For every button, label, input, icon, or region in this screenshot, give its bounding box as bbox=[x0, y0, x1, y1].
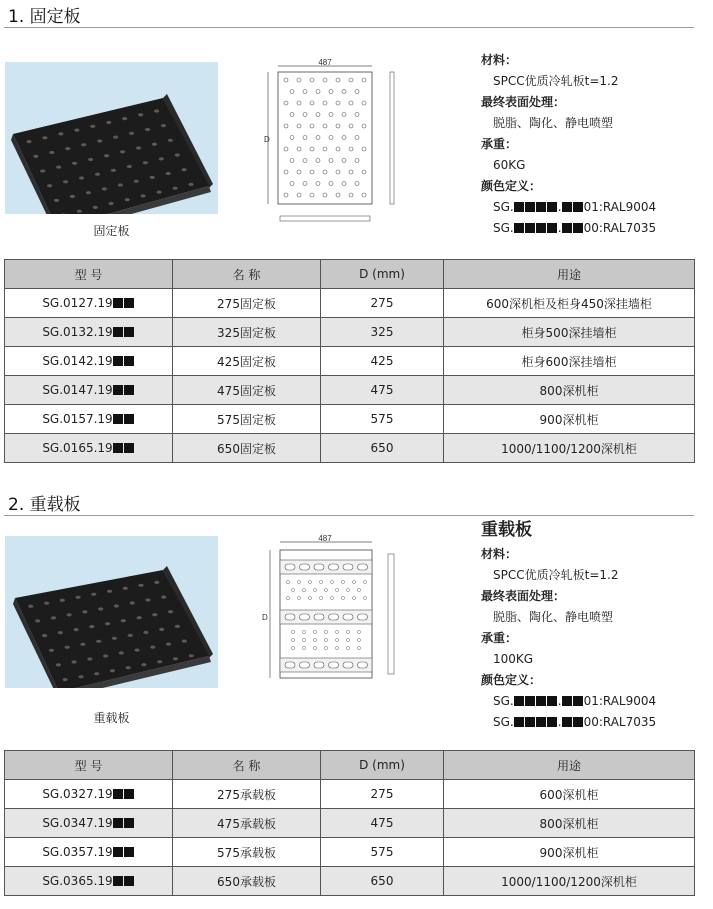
perforation-hole bbox=[60, 599, 65, 602]
depth-cell: 275 bbox=[321, 780, 444, 809]
finish-value: 脱脂、陶化、静电喷塑 bbox=[493, 610, 614, 624]
name-cell: 575固定板 bbox=[173, 405, 321, 434]
perforation-hole bbox=[86, 191, 91, 194]
perforation-hole bbox=[138, 584, 143, 587]
perforation-hole bbox=[70, 195, 75, 198]
drawing-slot bbox=[300, 564, 310, 570]
perforation-hole bbox=[189, 654, 194, 657]
depth-cell: 325 bbox=[321, 318, 444, 347]
perforation-hole bbox=[44, 602, 49, 605]
perforation-hole bbox=[141, 194, 146, 197]
perforation-hole bbox=[129, 132, 134, 135]
drawing-width-label: 487 bbox=[318, 534, 332, 543]
perforation-hole bbox=[130, 601, 135, 604]
perforation-hole bbox=[54, 199, 59, 202]
model-cell: SG.0142.19 bbox=[5, 347, 173, 376]
perforation-hole bbox=[141, 663, 146, 666]
perforation-hole bbox=[67, 613, 72, 616]
perforation-hole bbox=[173, 657, 178, 660]
model-cell: SG.0365.19 bbox=[5, 867, 173, 896]
perforation-hole bbox=[120, 150, 125, 153]
material-value: SPCC优质冷轧板t=1.2 bbox=[493, 568, 619, 582]
perforation-hole bbox=[152, 613, 157, 616]
perforation-hole bbox=[138, 113, 143, 116]
perforation-hole bbox=[182, 640, 187, 643]
perforation-hole bbox=[119, 651, 124, 654]
perforation-hole bbox=[125, 198, 130, 201]
perforation-hole bbox=[175, 625, 180, 628]
name-cell: 275固定板 bbox=[173, 289, 321, 318]
fixed-shelf-drawing bbox=[258, 58, 408, 232]
table-header-row bbox=[5, 260, 695, 289]
perforation-hole bbox=[72, 660, 77, 663]
header-use: 用途 bbox=[444, 260, 695, 289]
drawing-slot bbox=[343, 614, 353, 620]
perforation-hole bbox=[109, 202, 114, 205]
perforation-hole bbox=[143, 631, 148, 634]
use-cell: 800深机柜 bbox=[444, 376, 695, 405]
perforation-hole bbox=[98, 607, 103, 610]
drawing-slot bbox=[300, 662, 310, 668]
table-row bbox=[5, 347, 695, 376]
perforation-hole bbox=[154, 581, 159, 584]
perforation-hole bbox=[58, 631, 63, 634]
perforation-hole bbox=[157, 191, 162, 194]
model-cell: SG.0327.19 bbox=[5, 780, 173, 809]
drawing-slot bbox=[314, 564, 324, 570]
drawing-slot bbox=[358, 564, 368, 570]
perforation-hole bbox=[161, 596, 166, 599]
heavy-shelf-drawing-svg bbox=[258, 534, 408, 709]
perforation-hole bbox=[118, 183, 123, 186]
material-value: SPCC优质冷轧板t=1.2 bbox=[493, 74, 619, 88]
perforation-hole bbox=[145, 128, 150, 131]
perforation-hole bbox=[42, 634, 47, 637]
perforation-hole bbox=[90, 125, 95, 128]
header-model: 型 号 bbox=[5, 751, 173, 780]
use-cell: 900深机柜 bbox=[444, 405, 695, 434]
load-label: 承重： bbox=[481, 137, 518, 151]
finish-label: 最终表面处理： bbox=[481, 95, 566, 109]
perforation-hole bbox=[88, 158, 93, 161]
drawing-slot bbox=[314, 662, 324, 668]
header-model: 型 号 bbox=[5, 260, 173, 289]
heavy-shelf-heading: 重载板 bbox=[481, 520, 532, 540]
perforation-hole bbox=[128, 634, 133, 637]
name-cell: 325固定板 bbox=[173, 318, 321, 347]
use-cell: 900深机柜 bbox=[444, 838, 695, 867]
drawing-slot bbox=[285, 564, 295, 570]
perforation-hole bbox=[72, 162, 77, 165]
fixed-shelf-table bbox=[4, 259, 695, 463]
perforation-hole bbox=[110, 669, 115, 672]
perforation-hole bbox=[95, 173, 100, 176]
drawing-slot bbox=[358, 614, 368, 620]
depth-cell: 650 bbox=[321, 867, 444, 896]
perforation-hole bbox=[74, 628, 79, 631]
perforation-hole bbox=[104, 154, 109, 157]
perforation-hole bbox=[77, 210, 82, 213]
perforation-hole bbox=[40, 169, 45, 172]
perforation-hole bbox=[112, 637, 117, 640]
table-row bbox=[5, 405, 695, 434]
load-value: 100KG bbox=[493, 652, 534, 666]
perforation-hole bbox=[134, 180, 139, 183]
drawing-depth-label: D bbox=[262, 613, 268, 622]
drawing-slot bbox=[285, 614, 295, 620]
perforation-hole bbox=[136, 146, 141, 149]
header-depth: D (mm) bbox=[321, 751, 444, 780]
table-row bbox=[5, 867, 695, 896]
table-row bbox=[5, 838, 695, 867]
perforation-hole bbox=[106, 121, 111, 124]
drawing-slot bbox=[329, 564, 339, 570]
name-cell: 475固定板 bbox=[173, 376, 321, 405]
heavy-shelf-specs bbox=[481, 516, 656, 733]
header-name: 名 称 bbox=[173, 751, 321, 780]
use-cell: 柜身600深挂墙柜 bbox=[444, 347, 695, 376]
model-cell: SG.0147.19 bbox=[5, 376, 173, 405]
perforation-hole bbox=[82, 610, 87, 613]
perforation-hole bbox=[58, 132, 63, 135]
perforation-hole bbox=[81, 143, 86, 146]
use-cell: 1000/1100/1200深机柜 bbox=[444, 867, 695, 896]
perforation-hole bbox=[96, 640, 101, 643]
drawing-slot bbox=[329, 614, 339, 620]
heavy-shelf-photo bbox=[5, 536, 218, 688]
load-label: 承重： bbox=[481, 631, 518, 645]
perforation-hole bbox=[111, 169, 116, 172]
perforation-hole bbox=[175, 153, 180, 156]
perforation-hole bbox=[121, 619, 126, 622]
load-value: 60KG bbox=[493, 158, 526, 172]
section-2-title: 2. 重载板 bbox=[8, 495, 81, 515]
perforation-hole bbox=[122, 117, 127, 120]
perforation-hole bbox=[145, 598, 150, 601]
perforation-hole bbox=[135, 649, 140, 652]
perforation-hole bbox=[113, 136, 118, 139]
table-row bbox=[5, 318, 695, 347]
perforation-hole bbox=[188, 183, 193, 186]
perforation-hole bbox=[105, 622, 110, 625]
perforation-hole bbox=[56, 663, 61, 666]
perforation-hole bbox=[42, 136, 47, 139]
perforation-hole bbox=[87, 657, 92, 660]
perforation-hole bbox=[28, 605, 33, 608]
perforation-hole bbox=[150, 176, 155, 179]
depth-cell: 475 bbox=[321, 809, 444, 838]
drawing-width-label: 487 bbox=[318, 58, 332, 67]
section-1-divider bbox=[4, 27, 694, 28]
perforation-hole bbox=[91, 593, 96, 596]
fixed-shelf-photo bbox=[5, 62, 218, 214]
perforation-hole bbox=[166, 172, 171, 175]
depth-cell: 650 bbox=[321, 434, 444, 463]
fixed-shelf-specs bbox=[481, 50, 656, 239]
perforation-hole bbox=[63, 180, 68, 183]
drawing-slot bbox=[314, 614, 324, 620]
perforation-hole bbox=[150, 646, 155, 649]
header-use: 用途 bbox=[444, 751, 695, 780]
table-header-row bbox=[5, 751, 695, 780]
use-cell: 600深机柜 bbox=[444, 780, 695, 809]
section-1-title: 1. 固定板 bbox=[8, 7, 81, 27]
color-label: 颜色定义： bbox=[481, 673, 542, 687]
table-row bbox=[5, 780, 695, 809]
color-code-1: SG. . 01:RAL9004 bbox=[493, 694, 657, 708]
perforation-hole bbox=[159, 628, 164, 631]
finish-label: 最终表面处理： bbox=[481, 589, 566, 603]
color-code-2: SG. . 00:RAL7035 bbox=[493, 715, 657, 729]
perforation-hole bbox=[157, 660, 162, 663]
material-label: 材料： bbox=[481, 53, 518, 67]
table-row bbox=[5, 289, 695, 318]
perforation-hole bbox=[89, 625, 94, 628]
perforation-hole bbox=[107, 590, 112, 593]
perforation-hole bbox=[63, 678, 68, 681]
depth-cell: 475 bbox=[321, 376, 444, 405]
drawing-depth-label: D bbox=[264, 135, 270, 144]
use-cell: 柜身500深挂墙柜 bbox=[444, 318, 695, 347]
perforation-hole bbox=[78, 675, 83, 678]
perforation-hole bbox=[182, 168, 187, 171]
depth-cell: 575 bbox=[321, 838, 444, 867]
perforation-hole bbox=[103, 654, 108, 657]
perforation-hole bbox=[166, 643, 171, 646]
name-cell: 650固定板 bbox=[173, 434, 321, 463]
perforation-hole bbox=[76, 596, 81, 599]
table-row bbox=[5, 434, 695, 463]
perforation-hole bbox=[35, 619, 40, 622]
header-name: 名 称 bbox=[173, 260, 321, 289]
perforation-hole bbox=[143, 161, 148, 164]
color-label: 颜色定义： bbox=[481, 179, 542, 193]
heavy-shelf-drawing bbox=[258, 534, 408, 713]
perforation-hole bbox=[127, 165, 132, 168]
perforation-hole bbox=[137, 616, 142, 619]
model-cell: SG.0347.19 bbox=[5, 809, 173, 838]
material-label: 材料： bbox=[481, 547, 518, 561]
drawing-slot bbox=[358, 662, 368, 668]
use-cell: 600深机柜及柜身450深挂墙柜 bbox=[444, 289, 695, 318]
perforation-hole bbox=[152, 143, 157, 146]
perforation-hole bbox=[123, 587, 128, 590]
name-cell: 475承载板 bbox=[173, 809, 321, 838]
model-cell: SG.0127.19 bbox=[5, 289, 173, 318]
fixed-shelf-caption: 固定板 bbox=[93, 224, 130, 238]
perforation-hole bbox=[49, 151, 54, 154]
model-cell: SG.0165.19 bbox=[5, 434, 173, 463]
drawing-slot bbox=[300, 614, 310, 620]
heavy-shelf-caption: 重载板 bbox=[93, 711, 130, 725]
use-cell: 800深机柜 bbox=[444, 809, 695, 838]
perforation-hole bbox=[97, 139, 102, 142]
perforation-hole bbox=[173, 187, 178, 190]
perforation-hole bbox=[56, 166, 61, 169]
perforation-hole bbox=[26, 140, 31, 143]
perforation-hole bbox=[94, 672, 99, 675]
color-code-1: SG. . 01:RAL9004 bbox=[493, 200, 657, 214]
drawing-slot bbox=[329, 662, 339, 668]
perforation-hole bbox=[126, 666, 131, 669]
perforation-hole bbox=[47, 184, 52, 187]
model-cell: SG.0157.19 bbox=[5, 405, 173, 434]
depth-cell: 275 bbox=[321, 289, 444, 318]
heavy-shelf-table bbox=[4, 750, 695, 896]
perforation-hole bbox=[161, 124, 166, 127]
perforation-hole bbox=[102, 187, 107, 190]
perforation-hole bbox=[65, 646, 70, 649]
name-cell: 275承载板 bbox=[173, 780, 321, 809]
perforation-hole bbox=[154, 109, 159, 112]
name-cell: 575承载板 bbox=[173, 838, 321, 867]
model-cell: SG.0132.19 bbox=[5, 318, 173, 347]
depth-cell: 425 bbox=[321, 347, 444, 376]
depth-cell: 575 bbox=[321, 405, 444, 434]
fixed-shelf-drawing-svg bbox=[258, 58, 408, 228]
perforation-hole bbox=[80, 643, 85, 646]
perforation-hole bbox=[93, 206, 98, 209]
perforation-hole bbox=[168, 610, 173, 613]
table-row bbox=[5, 376, 695, 405]
drawing-slot bbox=[285, 662, 295, 668]
color-code-2: SG. . 00:RAL7035 bbox=[493, 221, 657, 235]
header-depth: D (mm) bbox=[321, 260, 444, 289]
table-row bbox=[5, 809, 695, 838]
perforation-hole bbox=[74, 129, 79, 132]
perforation-hole bbox=[51, 616, 56, 619]
perforation-hole bbox=[65, 147, 70, 150]
perforation-hole bbox=[79, 176, 84, 179]
perforation-hole bbox=[33, 155, 38, 158]
finish-value: 脱脂、陶化、静电喷塑 bbox=[493, 116, 614, 130]
perforation-hole bbox=[49, 649, 54, 652]
model-cell: SG.0357.19 bbox=[5, 838, 173, 867]
name-cell: 425固定板 bbox=[173, 347, 321, 376]
name-cell: 650承载板 bbox=[173, 867, 321, 896]
drawing-slot bbox=[343, 564, 353, 570]
use-cell: 1000/1100/1200深机柜 bbox=[444, 434, 695, 463]
perforation-hole bbox=[114, 604, 119, 607]
drawing-slot bbox=[343, 662, 353, 668]
perforation-hole bbox=[168, 139, 173, 142]
perforation-hole bbox=[159, 157, 164, 160]
